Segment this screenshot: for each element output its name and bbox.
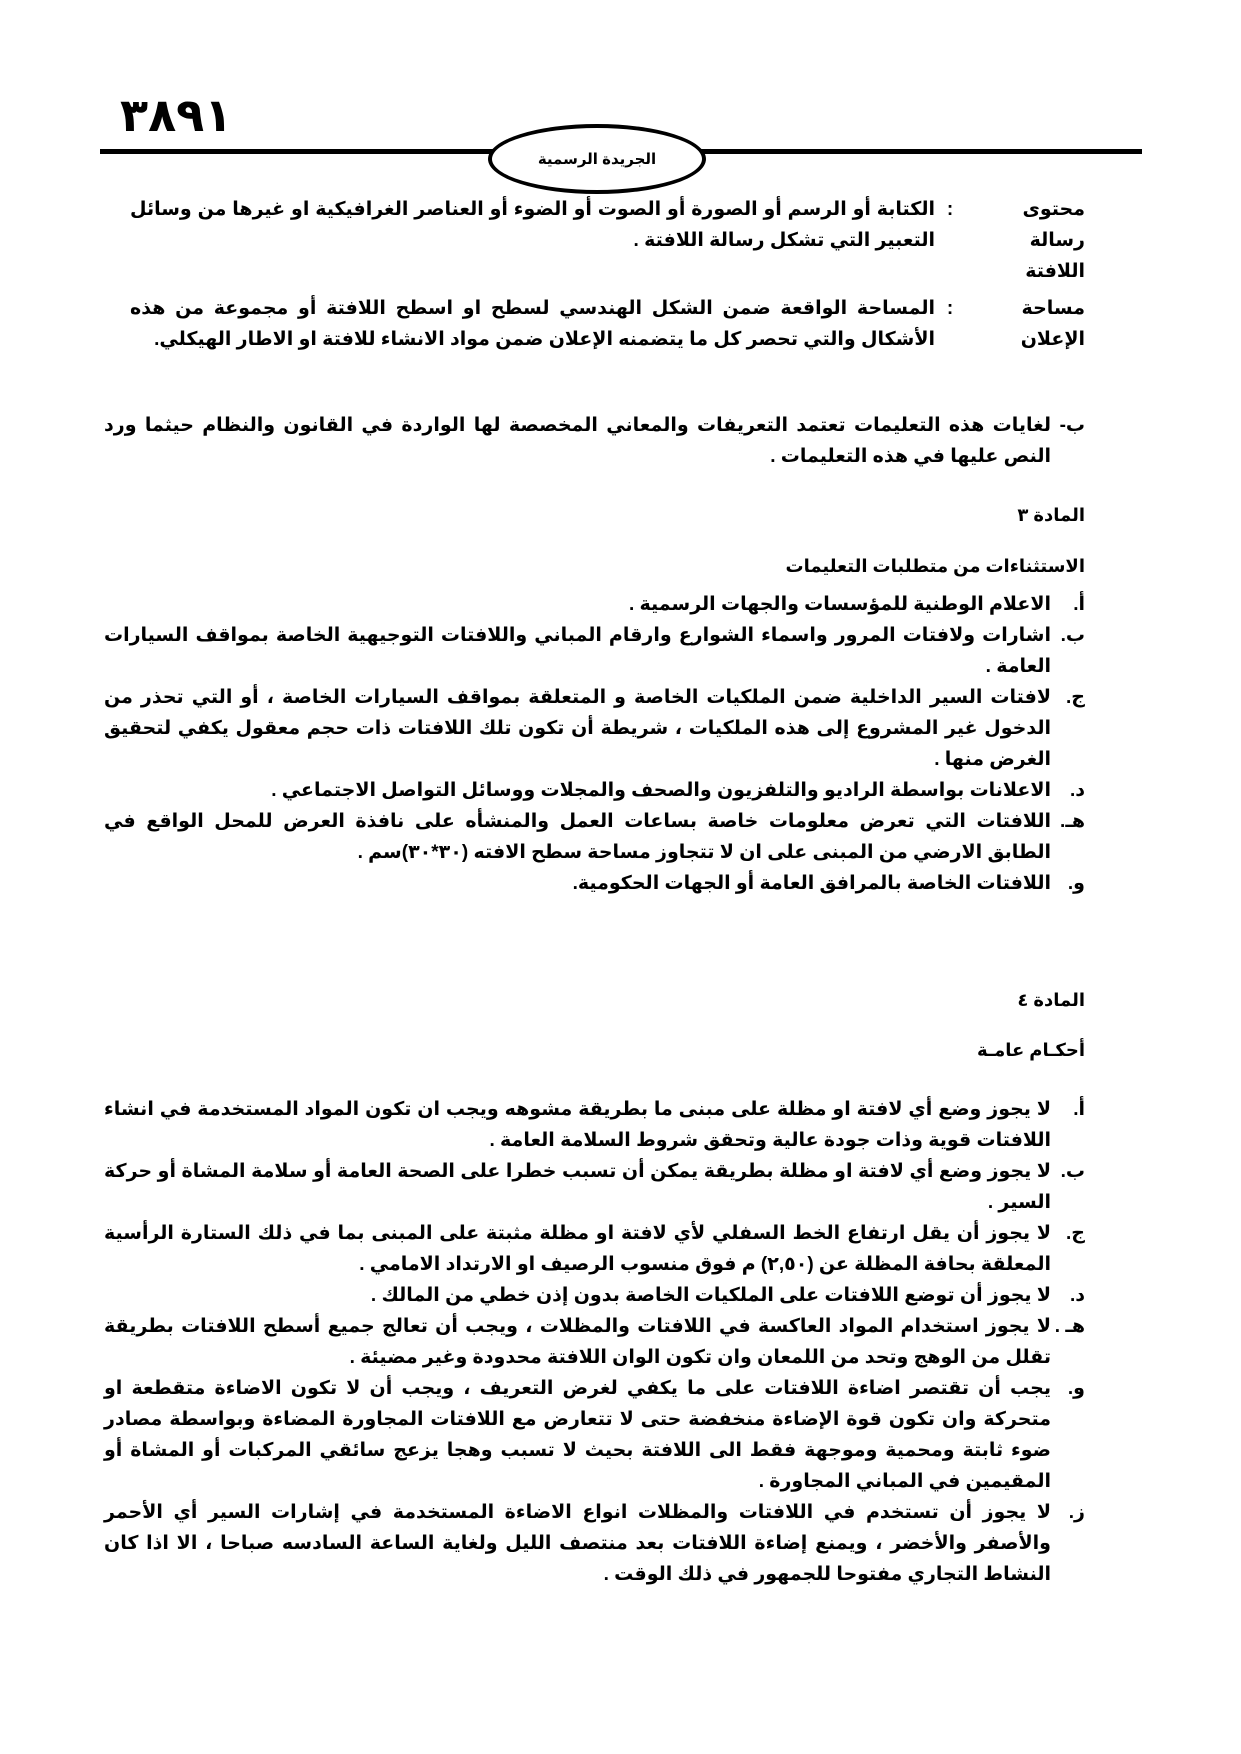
item-text: لا يجوز أن تستخدم في اللافتات والمظلات انواع الاضاءة المستخدمة في إشارات السير أي الأحمر والأصفر والأخضر ، ويمنع إضاءة اللافتات بعد منتصف الليل ولغاية الساعة السادسه صباحا ، الا اذا كان النشاط التجاري مفتوحا للجمهور في ذلك الوقت . xyxy=(104,1502,1051,1585)
definition-row xyxy=(130,194,1085,287)
gazette-title-oval xyxy=(488,124,706,194)
definitions xyxy=(130,194,1085,355)
item-text: اشارات ولافتات المرور واسماء الشوارع وارقام المباني واللافتات التوجيهية الخاصة بمواقف السيارات العامة . xyxy=(104,625,1051,677)
item-text: لا يجوز وضع أي لافتة او مظلة على مبنى ما بطريقة مشوهه ويجب ان تكون المواد المستخدمة في انشاء اللافتات قوية وذات جودة عالية وتحقق شروط السلامة العامة . xyxy=(104,1099,1051,1151)
list-item xyxy=(104,1218,1085,1280)
item-mark: هـ. xyxy=(1060,811,1085,832)
paragraph-text: لغايات هذه التعليمات تعتمد التعريفات والمعاني المخصصة لها الواردة في القانون والنظام حيثما ورد النص عليها في هذه التعليمات . xyxy=(104,415,1051,467)
list-item xyxy=(104,806,1085,868)
item-mark: ج. xyxy=(1066,687,1085,708)
item-mark: و. xyxy=(1067,1378,1085,1399)
definition-row xyxy=(130,293,1085,355)
item-mark: د. xyxy=(1069,780,1085,801)
item-mark: أ. xyxy=(1073,594,1085,615)
item-text: اللافتات الخاصة بالمرافق العامة أو الجهات الحكومية. xyxy=(572,873,1051,894)
item-text: لا يجوز وضع أي لافتة او مظلة بطريقة يمكن أن تسبب خطرا على الصحة العامة أو سلامة المشاة أو حركة السير . xyxy=(104,1161,1051,1213)
item-text: لافتات السير الداخلية ضمن الملكيات الخاصة و المتعلقة بمواقف السيارات الخاصة ، أو التي تحذر من الدخول غير المشروع إلى هذه الملكيات ، شريطة أن تكون تلك اللافتات ذات حجم معقول يكفي لتحقيق الغرض منها . xyxy=(104,687,1051,770)
paragraph-mark: ب- xyxy=(1059,415,1085,436)
article-3-list xyxy=(104,589,1085,899)
paragraph-b xyxy=(104,410,1085,472)
list-item xyxy=(104,1280,1085,1311)
list-item xyxy=(104,1311,1085,1373)
item-text: الاعلانات بواسطة الراديو والتلفزيون والصحف والمجلات ووسائل التواصل الاجتماعي . xyxy=(271,780,1051,801)
list-item xyxy=(104,620,1085,682)
definition-colon: : xyxy=(946,298,954,319)
article-3-heading: الاستثناءات من متطلبات التعليمات xyxy=(785,556,1085,576)
list-item xyxy=(104,1373,1085,1497)
definition-term: مساحة الإعلان xyxy=(1020,298,1085,350)
item-text: لا يجوز أن يقل ارتفاع الخط السفلي لأي لافتة او مظلة مثبتة على المبنى بما في ذلك الستارة الرأسية المعلقة بحافة المظلة عن (٢,٥٠) م فوق منسوب الرصيف او الارتداد الامامي . xyxy=(104,1223,1051,1275)
list-item xyxy=(104,1156,1085,1218)
list-item xyxy=(104,775,1085,806)
item-mark: أ. xyxy=(1073,1099,1085,1120)
item-mark: هـ . xyxy=(1054,1316,1085,1337)
definition-term: محتوى رسالة اللافتة xyxy=(1022,199,1085,282)
item-mark: ب. xyxy=(1060,625,1085,646)
article-4-list xyxy=(104,1094,1085,1590)
item-mark: ز. xyxy=(1068,1502,1085,1523)
item-text: اللافتات التي تعرض معلومات خاصة بساعات العمل والمنشأه على نافذة العرض للمحل الواقع في الطابق الارضي من المبنى على ان لا تتجاوز مساحة سطح الافته (٣٠*٣٠)سم . xyxy=(104,811,1051,863)
list-item xyxy=(104,589,1085,620)
item-mark: و. xyxy=(1067,873,1085,894)
item-mark: ب. xyxy=(1060,1161,1085,1182)
list-item xyxy=(104,868,1085,899)
definition-text: الكتابة أو الرسم أو الصورة أو الصوت أو الضوء أو العناصر الغرافيكية او غيرها من وسائل التعبير التي تشكل رسالة اللافتة . xyxy=(130,199,935,251)
gazette-title: الجريدة الرسمية xyxy=(537,151,657,168)
list-item xyxy=(104,1094,1085,1156)
item-text: لا يجوز استخدام المواد العاكسة في اللافتات والمظلات ، ويجب أن تعالج جميع أسطح اللافتات بطريقة تقلل من الوهج وتحد من اللمعان وان تكون الوان اللافتة محدودة وغير مضيئة . xyxy=(104,1316,1051,1368)
item-mark: ج. xyxy=(1066,1223,1085,1244)
list-item xyxy=(104,1497,1085,1590)
article-3-title: المادة ٣ xyxy=(1017,505,1085,525)
item-text: لا يجوز أن توضع اللافتات على الملكيات الخاصة بدون إذن خطي من المالك . xyxy=(370,1285,1051,1306)
page-number: ٣٨٩١ xyxy=(120,88,233,142)
list-item xyxy=(104,682,1085,775)
item-text: الاعلام الوطنية للمؤسسات والجهات الرسمية . xyxy=(628,594,1051,615)
article-4-title: المادة ٤ xyxy=(1017,990,1085,1010)
definition-colon: : xyxy=(946,199,954,220)
item-mark: د. xyxy=(1069,1285,1085,1306)
article-4-heading: أحكـام عامـة xyxy=(977,1040,1085,1060)
definition-text: المساحة الواقعة ضمن الشكل الهندسي لسطح او اسطح اللافتة أو مجموعة من هذه الأشكال والتي تحصر كل ما يتضمنه الإعلان ضمن مواد الانشاء للافتة او الاطار الهيكلي. xyxy=(130,298,935,350)
item-text: يجب أن تقتصر اضاءة اللافتات على ما يكفي لغرض التعريف ، ويجب أن لا تكون الاضاءة متقطعة او متحركة وان تكون قوة الإضاءة منخفضة حتى لا تتعارض مع اللافتات المجاورة المضاءة وبواسطة مصادر ضوء ثابتة ومحمية وموجهة فقط الى اللافتة بحيث لا تسبب وهجا يزعج سائقي المركبات أو المشاة أو المقيمين في المباني المجاورة . xyxy=(104,1378,1051,1492)
